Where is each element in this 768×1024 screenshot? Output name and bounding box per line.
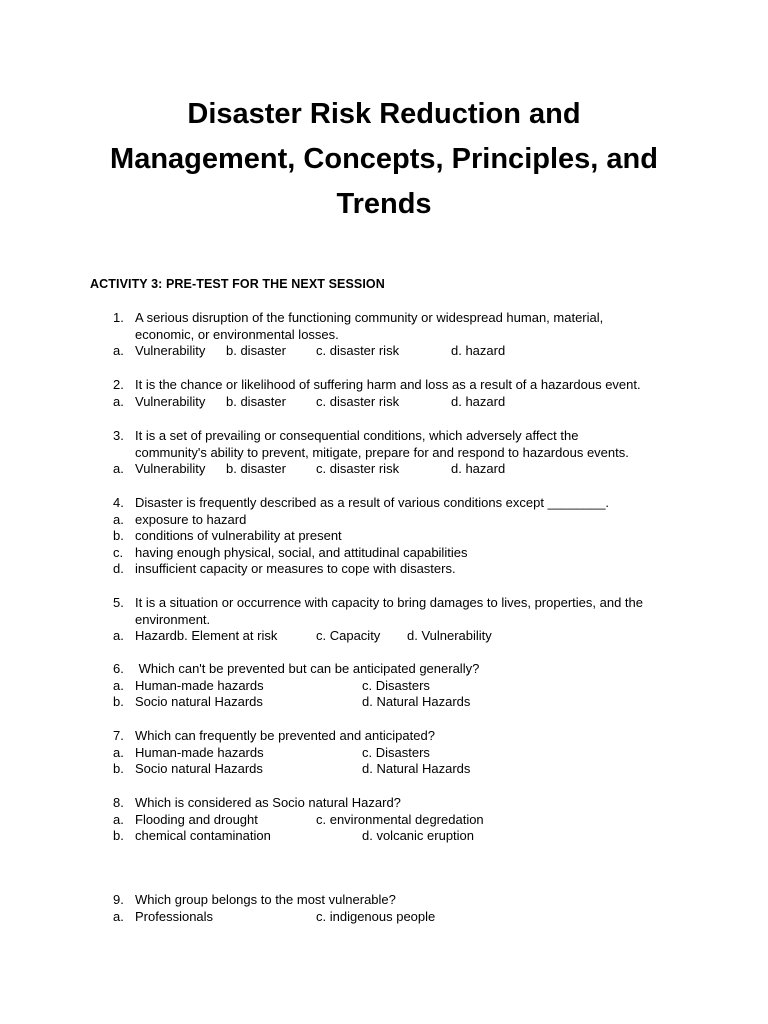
question-number: 3.	[113, 428, 124, 443]
option-d: d. hazard	[451, 461, 506, 476]
option-d: d. Natural Hazards	[362, 761, 471, 776]
question-5	[0, 595, 768, 645]
option-b: Socio natural Hazards	[135, 761, 263, 776]
option-marker: b.	[113, 694, 124, 709]
option-row	[0, 828, 768, 845]
question-9	[0, 892, 768, 925]
option-row	[0, 694, 768, 711]
option-c: c. environmental degredation	[316, 811, 484, 827]
question-number: 9.	[113, 892, 124, 907]
option-row	[0, 678, 768, 695]
option-marker: a.	[113, 461, 124, 476]
option-marker: a.	[113, 677, 124, 693]
question-number: 2.	[113, 377, 124, 392]
question-number: 7.	[113, 728, 124, 743]
question-2	[0, 377, 768, 410]
option-a: Human-made hazards	[135, 677, 264, 693]
question-text: Which can frequently be prevented and anticipated?	[135, 728, 435, 743]
question-number: 1.	[113, 310, 124, 325]
option-b: b. disaster	[226, 461, 286, 476]
title-line: Trends	[336, 188, 432, 220]
option-row	[0, 561, 768, 578]
question-line	[0, 310, 768, 327]
question-7	[0, 728, 768, 778]
option-marker: a.	[113, 908, 124, 924]
option-row	[0, 394, 768, 411]
option-marker: b.	[113, 528, 124, 543]
question-number: 5.	[113, 595, 124, 610]
question-text: community's ability to prevent, mitigate, prepare for and respond to hazardous events.	[135, 444, 629, 460]
option-b: b. disaster	[226, 343, 286, 358]
question-line	[0, 892, 768, 909]
question-8	[0, 795, 768, 845]
option-d: d. volcanic eruption	[362, 828, 475, 843]
question-text: It is a situation or occurrence with capacity to bring damages to lives, properties, and the	[135, 595, 643, 610]
option-c: c. Disasters	[362, 677, 430, 693]
option-row	[0, 628, 768, 645]
activity-heading: ACTIVITY 3: PRE-TEST FOR THE NEXT SESSION	[90, 277, 385, 291]
option-d: d. Natural Hazards	[362, 694, 471, 709]
title-line: Management, Concepts, Principles, and	[110, 143, 658, 175]
question-text: Which group belongs to the most vulnerable?	[135, 892, 396, 907]
option-d: d. hazard	[451, 393, 506, 409]
question-line	[0, 795, 768, 812]
option-a: Flooding and drought	[135, 811, 258, 827]
question-text: Disaster is frequently described as a result of various conditions except ________.	[135, 495, 610, 510]
question-line	[0, 612, 768, 629]
question-6	[0, 661, 768, 711]
option-row	[0, 461, 768, 478]
option-c: c. Disasters	[362, 744, 430, 760]
question-line	[0, 728, 768, 745]
question-line	[0, 661, 768, 678]
question-line	[0, 327, 768, 344]
question-3	[0, 428, 768, 478]
option-c: c. Capacity	[316, 628, 381, 643]
option-marker: a.	[113, 744, 124, 760]
option-b: b. disaster	[226, 393, 286, 409]
option-c: having enough physical, social, and attitudinal capabilities	[135, 544, 468, 560]
option-c: c. disaster risk	[316, 461, 400, 476]
question-line	[0, 377, 768, 394]
option-a: exposure to hazard	[135, 511, 247, 527]
question-number: 8.	[113, 795, 124, 810]
question-text: Which can't be prevented but can be anticipated generally?	[135, 661, 480, 676]
question-line	[0, 428, 768, 445]
question-4	[0, 495, 768, 578]
option-b: chemical contamination	[135, 828, 271, 843]
option-marker: c.	[113, 544, 124, 560]
option-d: d. Vulnerability	[407, 628, 492, 643]
option-a: Vulnerability	[135, 461, 206, 476]
option-row	[0, 761, 768, 778]
question-line	[0, 595, 768, 612]
option-marker: a.	[113, 628, 124, 643]
option-row	[0, 745, 768, 762]
option-c: c. disaster risk	[316, 343, 400, 358]
question-text: economic, or environmental losses.	[135, 326, 339, 342]
option-a: Professionals	[135, 908, 214, 924]
option-d: insufficient capacity or measures to cope with disasters.	[135, 561, 456, 576]
option-b: Socio natural Hazards	[135, 694, 263, 709]
option-marker: a.	[113, 393, 124, 409]
question-text: environment.	[135, 611, 211, 627]
option-b: conditions of vulnerability at present	[135, 528, 342, 543]
question-text: A serious disruption of the functioning community or widespread human, material,	[135, 310, 604, 325]
question-line	[0, 495, 768, 512]
option-a-b: Hazardb. Element at risk	[135, 628, 278, 643]
option-marker: a.	[113, 511, 124, 527]
option-d: d. hazard	[451, 343, 506, 358]
question-number: 4.	[113, 495, 124, 510]
question-number: 6.	[113, 661, 124, 676]
option-a: Human-made hazards	[135, 744, 264, 760]
question-1	[0, 310, 768, 360]
option-marker: b.	[113, 828, 124, 843]
option-row	[0, 909, 768, 926]
document-title	[60, 92, 708, 227]
question-text: Which is considered as Socio natural Hazard?	[135, 795, 401, 810]
option-row	[0, 545, 768, 562]
option-c: c. disaster risk	[316, 393, 400, 409]
question-line	[0, 445, 768, 462]
option-marker: d.	[113, 561, 124, 576]
option-a: Vulnerability	[135, 393, 206, 409]
option-marker: a.	[113, 811, 124, 827]
option-row	[0, 812, 768, 829]
option-row	[0, 343, 768, 360]
option-marker: a.	[113, 343, 124, 358]
question-text: It is the chance or likelihood of suffering harm and loss as a result of a hazardous event.	[135, 377, 641, 392]
option-a: Vulnerability	[135, 343, 206, 358]
title-line: Disaster Risk Reduction and	[187, 98, 581, 130]
option-c: c. indigenous people	[316, 908, 436, 924]
option-row	[0, 528, 768, 545]
option-marker: b.	[113, 761, 124, 776]
option-row	[0, 512, 768, 529]
question-text: It is a set of prevailing or consequential conditions, which adversely affect the	[135, 428, 579, 443]
